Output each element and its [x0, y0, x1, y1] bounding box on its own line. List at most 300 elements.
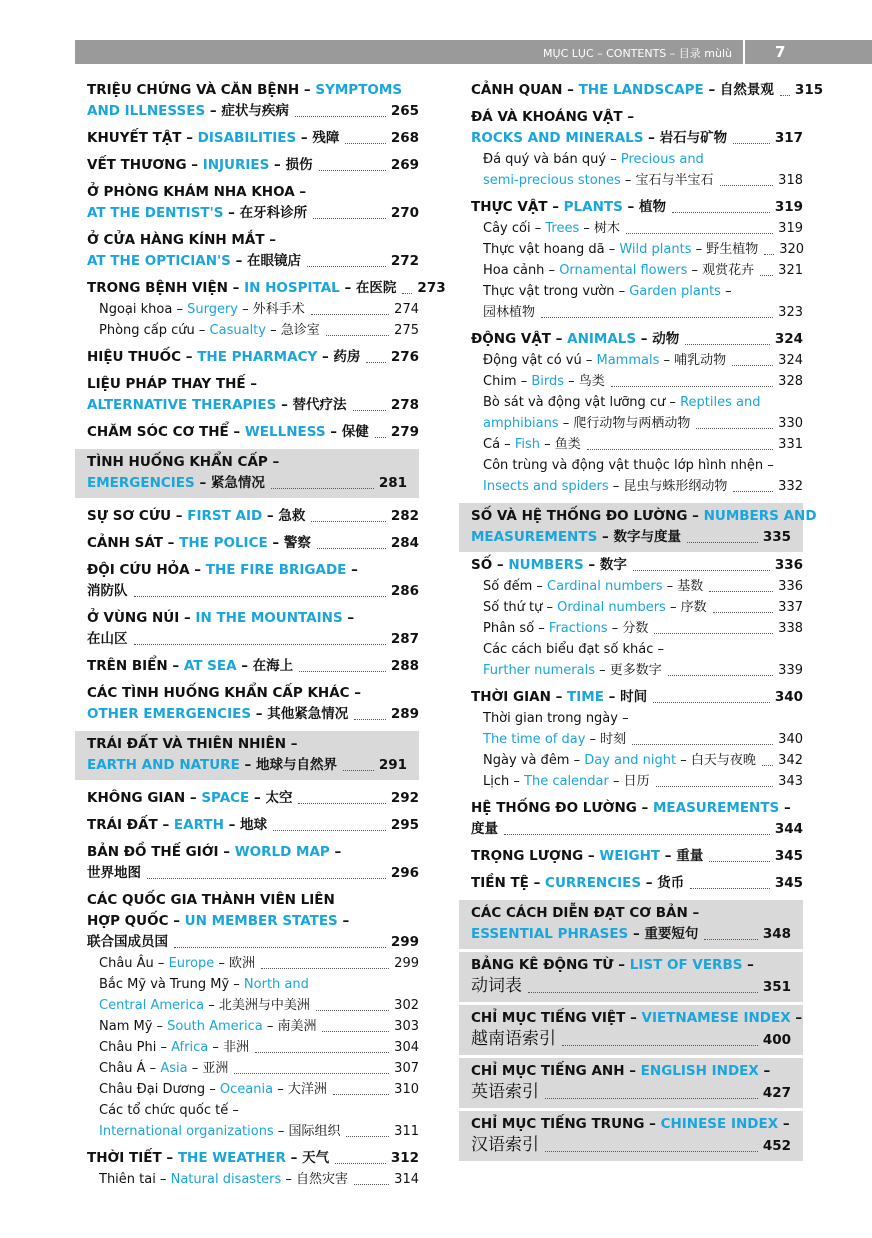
toc-entry[interactable]: [87, 422, 419, 443]
toc-entry[interactable]: [87, 683, 419, 725]
page-ref: 299: [390, 934, 419, 950]
title-text: THỜI TIẾT –: [87, 1150, 178, 1166]
title-text: Các tổ chức quốc tế –: [99, 1103, 239, 1118]
title-text: – 自然灾害: [281, 1172, 349, 1187]
toc-subentry[interactable]: [471, 750, 803, 771]
page-ref: 291: [378, 757, 407, 773]
title-text: – 分数: [607, 621, 649, 636]
title-text: – 亚洲: [187, 1061, 229, 1076]
english-title: WEIGHT: [599, 848, 661, 864]
page-ref: 303: [394, 1019, 419, 1034]
title-text: –: [742, 957, 754, 973]
english-title: THE PHARMACY: [197, 349, 318, 365]
english-title: Casualty: [209, 323, 266, 338]
page-ref: 284: [390, 535, 419, 551]
toc-entry[interactable]: [471, 80, 824, 101]
english-title: AT SEA: [183, 658, 237, 674]
english-title: ESSENTIAL PHRASES: [471, 926, 629, 942]
title-text: HỢP QUỐC –: [87, 913, 185, 929]
toc-left-column: [87, 80, 446, 1196]
english-title: CHINESE INDEX: [660, 1116, 779, 1132]
toc-subentry[interactable]: [87, 1037, 419, 1058]
english-title: The time of day: [483, 732, 586, 747]
toc-entry[interactable]: [87, 608, 419, 650]
title-text: –: [342, 610, 355, 626]
toc-entry[interactable]: [471, 107, 803, 191]
english-title: THE LANDSCAPE: [578, 82, 704, 98]
toc-subentry[interactable]: [471, 281, 803, 323]
title-text: – 重量: [660, 848, 704, 864]
title-text: Bắc Mỹ và Trung Mỹ –: [99, 977, 244, 992]
dot-leader: [690, 888, 770, 889]
toc-subentry[interactable]: [471, 708, 803, 750]
dot-leader: [562, 1045, 758, 1046]
title-text: TRÁI ĐẤT VÀ THIÊN NHIÊN –: [87, 736, 298, 752]
english-title: ANIMALS: [567, 331, 637, 347]
dot-leader: [626, 233, 773, 234]
toc-entry[interactable]: [471, 687, 803, 792]
title-text: –: [779, 800, 791, 816]
title-text: – 更多数字: [595, 663, 662, 678]
toc-entry[interactable]: [87, 155, 419, 176]
title-text: –: [778, 1116, 790, 1132]
toc-entry[interactable]: [87, 230, 419, 272]
dot-leader: [326, 335, 389, 336]
title-text: CÁC CÁCH DIỄN ĐẠT CƠ BẢN –: [471, 905, 700, 921]
toc-section-heading[interactable]: [459, 1111, 803, 1161]
toc-subentry[interactable]: [471, 350, 803, 371]
english-title: amphibians: [483, 416, 559, 431]
english-title: EARTH: [173, 817, 224, 833]
toc-entry[interactable]: [87, 788, 419, 809]
toc-section-heading[interactable]: [459, 1058, 803, 1108]
dot-leader: [587, 449, 773, 450]
title-text: TRÁI ĐẤT –: [87, 817, 174, 833]
title-text: – 南美洲: [262, 1019, 317, 1034]
english-title: EMERGENCIES: [87, 475, 195, 491]
toc-subentry[interactable]: [471, 239, 803, 260]
title-text: ĐÁ VÀ KHOÁNG VẬT –: [471, 109, 635, 125]
english-title: SYMPTOMS: [315, 82, 403, 98]
title-text: 汉语索引: [471, 1135, 539, 1155]
title-text: Bò sát và động vật lưỡng cư –: [483, 395, 681, 410]
toc-subentry[interactable]: [471, 597, 803, 618]
english-title: South America: [167, 1019, 263, 1034]
page-ref: 331: [778, 437, 803, 452]
page-ref: 310: [394, 1082, 419, 1097]
title-text: – 基数: [662, 579, 704, 594]
toc-subentry[interactable]: [87, 299, 419, 320]
title-text: – 损伤: [269, 157, 313, 173]
page-ref: 339: [778, 663, 803, 678]
title-text: BẢN ĐỒ THẾ GIỚI –: [87, 844, 235, 860]
title-text: – 序数: [665, 600, 707, 615]
page-ref: 287: [390, 631, 419, 647]
english-title: Surgery: [187, 302, 238, 317]
toc-subentry[interactable]: [87, 1058, 419, 1079]
toc-subentry[interactable]: [471, 371, 803, 392]
toc-subentry[interactable]: [87, 1169, 419, 1190]
dot-leader: [713, 612, 774, 613]
toc-entry[interactable]: [87, 374, 419, 416]
dot-leader: [322, 1031, 389, 1032]
toc-subentry[interactable]: [87, 953, 419, 974]
english-title: Cardinal numbers: [547, 579, 663, 594]
dot-leader: [255, 1052, 389, 1053]
title-text: KHUYẾT TẬT –: [87, 130, 198, 146]
title-text: – 动物: [636, 331, 680, 347]
page-ref: 288: [390, 658, 419, 674]
title-text: – 替代疗法: [276, 397, 347, 413]
title-text: –: [720, 284, 732, 299]
dot-leader: [709, 861, 770, 862]
english-title: Insects and spiders: [483, 479, 609, 494]
english-title: MEASUREMENTS: [471, 529, 598, 545]
title-text: SỰ SƠ CỨU –: [87, 508, 188, 524]
dot-leader: [545, 1151, 758, 1152]
title-text: CẢNH SÁT –: [87, 535, 180, 551]
title-text: CHỈ MỤC TIẾNG VIỆT –: [471, 1010, 642, 1026]
title-text: ĐỘNG VẬT –: [471, 331, 568, 347]
english-title: Wild plants: [619, 242, 692, 257]
page-ref: 302: [394, 998, 419, 1013]
dot-leader: [333, 1094, 389, 1095]
title-text: Châu Á –: [99, 1061, 161, 1076]
page-ref: 286: [390, 583, 419, 599]
title-text: 联合国成员国: [87, 934, 168, 950]
title-text: – 急救: [262, 508, 306, 524]
toc-section-heading[interactable]: [459, 503, 817, 552]
title-text: – 数字与度量: [597, 529, 681, 545]
title-text: 动词表: [471, 976, 522, 996]
title-text: Số đếm –: [483, 579, 548, 594]
dot-leader: [762, 765, 773, 766]
toc-entry[interactable]: [87, 278, 446, 341]
title-text: Châu Đại Dương –: [99, 1082, 220, 1097]
title-text: – 太空: [249, 790, 293, 806]
title-text: Lịch –: [483, 774, 525, 789]
dot-leader: [319, 170, 386, 171]
toc-subentry[interactable]: [471, 576, 803, 597]
page-ref: 330: [778, 416, 803, 431]
title-text: CHỈ MỤC TIẾNG TRUNG –: [471, 1116, 661, 1132]
page-ref: 400: [762, 1032, 791, 1048]
page-ref: 273: [417, 280, 446, 296]
title-text: – 昆虫与蛛形纲动物: [608, 479, 728, 494]
toc-entry[interactable]: [87, 182, 419, 224]
title-text: – 日历: [608, 774, 650, 789]
title-text: TIỀN TỆ –: [471, 875, 546, 891]
title-text: – 岩石与矿物: [643, 130, 728, 146]
english-title: VIETNAMESE INDEX: [641, 1010, 791, 1026]
english-title: AT THE DENTIST'S: [87, 205, 224, 221]
dot-leader: [760, 275, 773, 276]
page-ref: 307: [394, 1061, 419, 1076]
title-text: CÁC TÌNH HUỐNG KHẨN CẤP KHÁC –: [87, 685, 362, 701]
dot-leader: [366, 362, 385, 363]
dot-leader: [273, 830, 386, 831]
title-text: – 天气: [285, 1150, 330, 1166]
page-ref: 279: [390, 424, 419, 440]
english-title: MEASUREMENTS: [652, 800, 780, 816]
title-text: – 鸟类: [564, 374, 605, 389]
dot-leader: [335, 1163, 386, 1164]
dot-leader: [375, 437, 386, 438]
english-title: ROCKS AND MINERALS: [471, 130, 644, 146]
dot-leader: [402, 293, 412, 294]
english-title: OTHER EMERGENCIES: [87, 706, 252, 722]
title-text: – 紧急情况: [194, 475, 265, 491]
title-text: 消防队: [87, 583, 128, 599]
page-ref: 289: [390, 706, 419, 722]
page-ref: 342: [778, 753, 803, 768]
title-text: Ở CỬA HÀNG KÍNH MẮT –: [87, 232, 276, 248]
english-title: THE POLICE: [179, 535, 268, 551]
toc-entry[interactable]: [471, 873, 803, 894]
title-text: – 哺乳动物: [659, 353, 727, 368]
title-text: – 保健: [325, 424, 369, 440]
english-title: Further numerals: [483, 663, 595, 678]
title-text: – 北美洲与中美洲: [204, 998, 310, 1013]
dot-leader: [704, 939, 757, 940]
dot-leader: [134, 644, 386, 645]
toc-entry[interactable]: [87, 128, 419, 149]
dot-leader: [732, 365, 773, 366]
page-ref: 345: [774, 875, 803, 891]
dot-leader: [307, 266, 386, 267]
toc-subentry[interactable]: [87, 1016, 419, 1037]
toc-subentry[interactable]: [87, 320, 419, 341]
toc-entry[interactable]: [471, 798, 803, 840]
page-ref: 317: [774, 130, 803, 146]
english-title: IN THE MOUNTAINS: [195, 610, 343, 626]
title-text: 越南语索引: [471, 1029, 556, 1049]
toc-entry[interactable]: [87, 80, 419, 122]
dot-leader: [299, 671, 386, 672]
dot-leader: [632, 744, 773, 745]
page-ref: 282: [390, 508, 419, 524]
toc-entry[interactable]: [87, 506, 419, 527]
english-title: Central America: [99, 998, 205, 1013]
title-text: – 爬行动物与两栖动物: [558, 416, 691, 431]
toc-subentry[interactable]: [471, 260, 803, 281]
toc-subentry[interactable]: [87, 974, 419, 1016]
title-text: 世界地图: [87, 865, 141, 881]
toc-entry[interactable]: [87, 560, 419, 602]
title-text: Châu Phi –: [99, 1040, 172, 1055]
title-text: SỐ –: [471, 557, 509, 573]
title-text: THỰC VẬT –: [471, 199, 564, 215]
dot-leader: [654, 633, 773, 634]
english-title: WORLD MAP: [234, 844, 330, 860]
toc-subentry[interactable]: [471, 639, 803, 681]
page-ref: 299: [394, 956, 419, 971]
dot-leader: [295, 116, 386, 117]
dot-leader: [174, 947, 386, 948]
page-ref: 427: [762, 1085, 791, 1101]
title-text: –: [790, 1010, 803, 1026]
title-text: – 残障: [296, 130, 340, 146]
page-ref: 343: [778, 774, 803, 789]
page-ref: 278: [390, 397, 419, 413]
english-title: AT THE OPTICIAN'S: [87, 253, 231, 269]
title-text: THỜI GIAN –: [471, 689, 568, 705]
title-text: – 症状与疾病: [205, 103, 289, 119]
title-text: – 时间: [603, 689, 648, 705]
title-text: – 自然景观: [703, 82, 774, 98]
dot-leader: [685, 344, 770, 345]
title-text: TRỌNG LƯỢNG –: [471, 848, 600, 864]
page-ref: 320: [779, 242, 805, 257]
page-ref: 338: [778, 621, 803, 636]
toc-subentry[interactable]: [87, 1079, 419, 1100]
toc-subentry[interactable]: [471, 149, 803, 191]
dot-leader: [528, 992, 758, 993]
title-text: Cây cối –: [483, 221, 546, 236]
title-text: Côn trùng và động vật thuộc lớp hình nhện –: [483, 458, 774, 473]
title-text: Động vật có vú –: [483, 353, 597, 368]
english-title: CURRENCIES: [545, 875, 642, 891]
title-text: – 警察: [267, 535, 311, 551]
title-text: 英语索引: [471, 1082, 539, 1102]
title-text: Châu Âu –: [99, 956, 169, 971]
page-ref: 281: [378, 475, 407, 491]
title-text: –: [337, 913, 350, 929]
toc-entry[interactable]: [87, 890, 419, 1142]
title-text: – 树木: [579, 221, 620, 236]
english-title: SPACE: [201, 790, 250, 806]
title-text: ĐỘI CỨU HỎA –: [87, 562, 206, 578]
title-text: Thực vật hoang dã –: [483, 242, 620, 257]
toc-section-heading[interactable]: [75, 449, 419, 498]
dot-leader: [696, 428, 773, 429]
toc-section-heading[interactable]: [459, 1005, 803, 1055]
toc-entry[interactable]: [87, 815, 419, 836]
english-title: Ornamental flowers: [559, 263, 688, 278]
dot-leader: [720, 185, 774, 186]
title-text: –: [329, 844, 342, 860]
english-title: Natural disasters: [170, 1172, 282, 1187]
page-ref: 292: [390, 790, 419, 806]
toc-entry[interactable]: [87, 1148, 419, 1190]
page-ref: 318: [778, 173, 803, 188]
page-ref: 274: [394, 302, 419, 317]
english-title: WELLNESS: [244, 424, 326, 440]
page-ref: 319: [774, 199, 803, 215]
title-text: CẢNH QUAN –: [471, 82, 579, 98]
english-title: Precious and: [620, 152, 704, 167]
toc-entry[interactable]: [471, 555, 803, 681]
title-text: Nam Mỹ –: [99, 1019, 168, 1034]
toc-subentry[interactable]: [87, 1100, 419, 1142]
title-text: – 欧洲: [214, 956, 256, 971]
english-title: Day and night: [584, 753, 677, 768]
title-text: – 在医院: [339, 280, 397, 296]
title-text: – 急诊室: [265, 323, 320, 338]
page-ref: 321: [778, 263, 803, 278]
title-text: Phòng cấp cứu –: [99, 323, 210, 338]
toc-entry[interactable]: [471, 197, 803, 323]
header-title: MỤC LỤC – CONTENTS – 目录 mùlù: [543, 47, 732, 60]
header-bar: [75, 40, 872, 64]
title-text: 园林植物: [483, 305, 536, 320]
page-ref: 336: [778, 579, 803, 594]
page-ref: 337: [778, 600, 803, 615]
page-ref: 304: [394, 1040, 419, 1055]
toc-subentry[interactable]: [471, 392, 803, 434]
dot-leader: [611, 386, 773, 387]
toc-section-heading[interactable]: [459, 900, 803, 949]
title-text: CHĂM SÓC CƠ THỂ –: [87, 424, 245, 440]
title-text: Thực vật trong vườn –: [483, 284, 630, 299]
title-text: CHỈ MỤC TIẾNG ANH –: [471, 1063, 641, 1079]
english-title: Birds: [531, 374, 565, 389]
toc-entry[interactable]: [87, 842, 419, 884]
toc-entry[interactable]: [87, 347, 419, 368]
toc-subentry[interactable]: [471, 771, 803, 792]
dot-leader: [271, 488, 374, 489]
toc-entry[interactable]: [471, 329, 803, 497]
english-title: Oceania: [219, 1082, 274, 1097]
toc-subentry[interactable]: [471, 434, 803, 455]
dot-leader: [354, 1184, 389, 1185]
toc-subentry[interactable]: [471, 455, 803, 497]
page-ref: 311: [394, 1124, 419, 1139]
dot-leader: [545, 1098, 758, 1099]
title-text: CÁC QUỐC GIA THÀNH VIÊN LIÊN: [87, 892, 335, 908]
english-title: Fractions: [548, 621, 608, 636]
english-title: Africa: [171, 1040, 209, 1055]
title-text: Ở PHÒNG KHÁM NHA KHOA –: [87, 184, 307, 200]
page-ref: 314: [394, 1172, 419, 1187]
header-divider: [743, 40, 745, 64]
english-title: AND ILLNESSES: [87, 103, 206, 119]
english-title: THE WEATHER: [177, 1150, 286, 1166]
dot-leader: [261, 968, 389, 969]
toc-subentry[interactable]: [471, 618, 803, 639]
dot-leader: [311, 521, 385, 522]
toc-right-column: [471, 80, 824, 1164]
toc-section-heading[interactable]: [459, 952, 803, 1002]
toc-subentry[interactable]: [471, 218, 803, 239]
page-ref: 272: [390, 253, 419, 269]
title-text: Chim –: [483, 374, 532, 389]
title-text: VẾT THƯƠNG –: [87, 157, 203, 173]
english-title: THE FIRE BRIGADE: [205, 562, 347, 578]
english-title: Fish: [514, 437, 540, 452]
title-text: – 在牙科诊所: [223, 205, 308, 221]
toc-entry[interactable]: [87, 656, 419, 677]
title-text: – 其他紧急情况: [251, 706, 349, 722]
title-text: – 白天与夜晚: [676, 753, 756, 768]
title-text: – 地球: [223, 817, 268, 833]
english-title: LIST OF VERBS: [629, 957, 743, 973]
toc-section-heading[interactable]: [75, 731, 419, 780]
english-title: PLANTS: [563, 199, 623, 215]
dot-leader: [733, 143, 770, 144]
title-text: – 非洲: [208, 1040, 249, 1055]
title-text: –: [346, 562, 358, 578]
page-ref: 296: [390, 865, 419, 881]
toc-entry[interactable]: [471, 846, 803, 867]
dot-leader: [653, 702, 770, 703]
title-text: Cá –: [483, 437, 515, 452]
title-text: –: [758, 1063, 771, 1079]
dot-leader: [346, 1136, 389, 1137]
page-ref: 312: [390, 1150, 419, 1166]
toc-entry[interactable]: [87, 533, 419, 554]
title-text: – 药房: [317, 349, 361, 365]
